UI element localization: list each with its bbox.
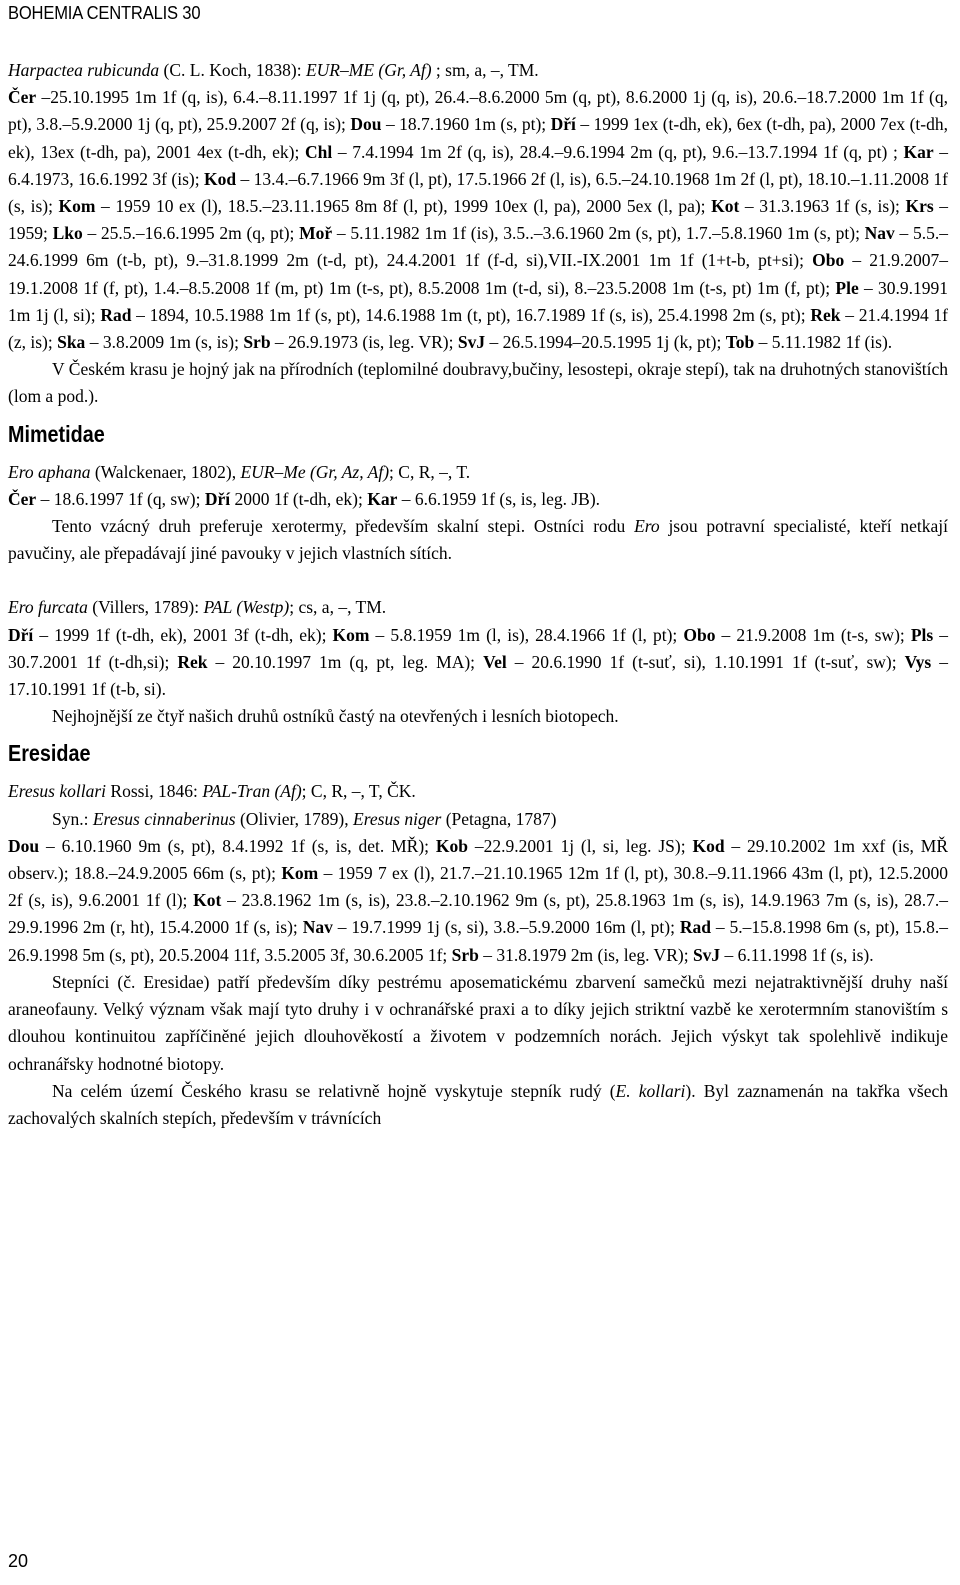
record-text: – 5.11.1982 1f (is). bbox=[754, 332, 893, 353]
note-text: jsou potravní specialisté, kteří netkají pavučiny, ale přepadávají jiné pavouky v jejich vlastních sítích. bbox=[8, 516, 949, 564]
species-name: Eresus kollari bbox=[8, 781, 107, 802]
synonyms-line bbox=[8, 806, 948, 833]
locality-code: Kom bbox=[332, 624, 370, 645]
locality-code: Pls bbox=[910, 624, 934, 645]
records-list bbox=[8, 84, 948, 356]
species-authority: (C. L. Koch, 1838): bbox=[163, 60, 306, 80]
record-text: – 26.5.1994–20.5.1995 1j (k, pt); bbox=[485, 332, 726, 353]
record-text: – 1999 1ex (t-dh, ek), 6ex (t-dh, pa), 2000 7ex (t-dh, ek), 13ex (t-dh, pa), 2001 4ex (t-dh, ek); bbox=[8, 114, 949, 162]
record-text: – 20.6.1990 1f (t-suť, si), 1.10.1991 1f (t-suť, sw); bbox=[506, 651, 905, 672]
record-text: – 6.11.1998 1f (s, is). bbox=[720, 944, 874, 965]
locality-code: Moř bbox=[299, 223, 333, 244]
note-text: Tento vzácný druh preferuje xerotermy, především skalní stepi. Ostníci rodu bbox=[52, 516, 635, 537]
record-text: – 25.5.–16.6.1995 2m (q, pt); bbox=[82, 223, 300, 244]
locality-code: Nav bbox=[302, 917, 333, 938]
locality-code: Srb bbox=[243, 332, 271, 353]
species-name: Harpactea rubicunda bbox=[8, 60, 160, 80]
family-heading-mimetidae: Mimetidae bbox=[8, 420, 105, 447]
locality-code: Rek bbox=[177, 651, 208, 672]
record-text: –25.10.1995 1m 1f (q, is), 6.4.–8.11.1997 1f 1j (q, pt), 26.4.–8.6.2000 5m (q, pt), 8.6.2000 1j (q, is), 20.6.–18.7.2000 1m 1f (q, pt), 3.8.–5.9.2000 1j (q, pt), 25.9.2007 2f (q, is); bbox=[8, 87, 948, 135]
records-list bbox=[8, 486, 948, 513]
record-text: – 26.9.1973 (is, leg. VR); bbox=[270, 332, 458, 353]
record-text: – 18.7.1960 1m (s, pt); bbox=[381, 114, 551, 135]
record-text: – 31.3.1963 1f (s, is); bbox=[739, 196, 906, 217]
record-text: – 3.8.2009 1m (s, is); bbox=[85, 332, 244, 353]
record-text: – 1959 7 ex (l), 21.7.–21.10.1965 12m 1f (l, pt), 30.8.–9.11.1966 43m (l, pt), 12.5.2000 2f (s, is), 9.6.2001 1f (l); bbox=[8, 863, 948, 911]
locality-code: Čer bbox=[8, 488, 37, 509]
locality-code: Rek bbox=[810, 304, 841, 325]
species-note: Stepníci (č. Eresidae) patří především díky pestrému aposematickému zbarvení samečků mezi nejatraktivnější druhy naší araneofauny. Velký význam však mají tyto druhy i v ochranářské praxi a to díky jejich striktní vazbě ke xerotermním stanovištím s dlouhou kontinuitou zapříčiněné jejich dlouhověkostí a životem v podzemních norách. Jejich výskyt tak spolehlivě indikuje ochranářsky hodnotné biotopy. bbox=[8, 971, 948, 1074]
locality-code: Kar bbox=[367, 488, 398, 509]
species-authority: (Villers, 1789): bbox=[87, 597, 204, 618]
species-name: Ero furcata bbox=[8, 597, 88, 618]
species-entry-ero-aphana bbox=[8, 459, 948, 486]
locality-code: Dří bbox=[8, 624, 34, 645]
locality-code: Rad bbox=[100, 304, 132, 325]
record-text: – 1959; bbox=[8, 196, 949, 244]
record-text: – 18.6.1997 1f (q, sw); bbox=[36, 488, 205, 509]
note-text: ). Byl zaznamenán na takřka všech zachovalých skalních stepích, především v trávnících bbox=[8, 1080, 948, 1128]
locality-code: Kom bbox=[281, 863, 319, 884]
locality-code: Srb bbox=[451, 944, 479, 965]
species-name: Ero aphana bbox=[8, 461, 91, 482]
note-genus: Ero bbox=[634, 516, 660, 537]
record-text: – 31.8.1979 2m (is, leg. VR); bbox=[478, 944, 693, 965]
record-text: – 6.4.1973, 16.6.1992 3f (is); bbox=[8, 141, 949, 189]
family-heading-eresidae: Eresidae bbox=[8, 740, 91, 767]
locality-code: Chl bbox=[304, 141, 333, 162]
species-codes: ; C, R, –, T. bbox=[389, 461, 471, 482]
species-distribution: PAL (Westp) bbox=[203, 597, 290, 618]
record-text: – 21.4.1994 1f (z, is); bbox=[8, 304, 949, 353]
locality-code: Kob bbox=[435, 835, 468, 856]
record-text: – 5.–15.8.1998 6m (s, pt), 15.8.–26.9.1998 5m (s, pt), 20.5.2004 11f, 3.5.2005 3f, 30.6.2005 1f; bbox=[8, 917, 948, 965]
locality-code: Nav bbox=[864, 223, 895, 244]
locality-code: Obo bbox=[683, 624, 716, 645]
record-text: – 13.4.–6.7.1966 9m 3f (l, pt), 17.5.1966 2f (l, is), 6.5.–24.10.1968 1m 2f (l, pt), 18.10.–1.11.2008 1f (s, is); bbox=[8, 168, 948, 217]
record-text: – 19.7.1999 1j (s, si), 3.8.–5.9.2000 16m (l, pt); bbox=[332, 917, 680, 938]
species-distribution: EUR–ME (Gr, Af) bbox=[305, 60, 432, 80]
locality-code: Krs bbox=[905, 196, 934, 217]
locality-code: Kot bbox=[711, 196, 740, 217]
record-text: – 6.6.1959 1f (s, is, leg. JB). bbox=[397, 488, 601, 509]
record-text: – 6.10.1960 9m (s, pt), 8.4.1992 1f (s, is, det. MŘ); bbox=[39, 835, 436, 856]
synonym-label: Syn.: bbox=[52, 808, 93, 829]
locality-code: Vys bbox=[904, 651, 932, 672]
species-note: Nejhojnější ze čtyř našich druhů ostníků častý na otevřených i lesních biotopech. bbox=[52, 706, 619, 727]
record-text: – 5.5.–24.6.1999 6m (t-b, pt), 9.–31.8.1999 2m (t-d, pt), 24.4.2001 1f (f-d, si),VII.-IX.2001 1m 1f (1+t-b, pt+si); bbox=[8, 223, 948, 271]
locality-code: Čer bbox=[8, 87, 37, 108]
species-note bbox=[8, 1078, 948, 1132]
record-text: – 5.11.1982 1m 1f (is), 3.5..–3.6.1960 2m (s, pt), 1.7.–5.8.1960 1m (s, pt); bbox=[332, 223, 865, 244]
record-text: – 23.8.1962 1m (s, is), 23.8.–2.10.1962 9m (s, pt), 25.8.1963 1m (s, is), 14.9.1963 7m (s, is), 28.7.–29.9.1996 2m (r, ht), 15.4.2000 1f (s, is); bbox=[8, 890, 948, 938]
record-text: 2000 1f (t-dh, ek); bbox=[230, 488, 368, 509]
record-text: – 5.8.1959 1m (l, is), 28.4.1966 1f (l, pt); bbox=[369, 624, 684, 645]
synonym-authority: (Olivier, 1789), bbox=[235, 808, 354, 829]
locality-code: Vel bbox=[483, 651, 507, 672]
record-text: – 30.9.1991 1m 1j (l, si); bbox=[8, 277, 948, 325]
locality-code: SvJ bbox=[692, 944, 721, 965]
species-entry-eresus-kollari bbox=[8, 778, 948, 805]
species-distribution: PAL-Tran (Af) bbox=[202, 781, 302, 802]
record-text: –22.9.2001 1j (l, si, leg. JS); bbox=[468, 835, 693, 856]
species-authority: Rossi, 1846: bbox=[106, 781, 203, 802]
locality-code: SvJ bbox=[457, 332, 486, 353]
locality-code: Kar bbox=[903, 141, 934, 162]
page-body bbox=[8, 57, 948, 1132]
species-codes: ; cs, a, –, TM. bbox=[289, 597, 387, 618]
locality-code: Rad bbox=[679, 917, 711, 938]
locality-code: Kot bbox=[193, 890, 222, 911]
note-abbr: E. kollari bbox=[615, 1080, 686, 1101]
species-entry-ero-furcata bbox=[8, 594, 948, 621]
records-list bbox=[8, 833, 948, 969]
species-authority: (Walckenaer, 1802), bbox=[90, 461, 241, 482]
locality-code: Kod bbox=[692, 835, 725, 856]
record-text: – 29.10.2002 1m xxf (is, MŘ observ.); 18.8.–24.9.2005 66m (s, pt); bbox=[8, 835, 948, 884]
locality-code: Lko bbox=[52, 223, 83, 244]
record-text: – 17.10.1991 1f (t-b, si). bbox=[8, 651, 948, 700]
record-text: – 30.7.2001 1f (t-dh,si); bbox=[8, 624, 949, 672]
record-text: – 7.4.1994 1m 2f (q, is), 28.4.–9.6.1994 2m (q, pt), 9.6.–13.7.1994 1f (q, pt) ; bbox=[332, 141, 904, 162]
page-number: 20 bbox=[8, 1551, 29, 1571]
records-list bbox=[8, 622, 948, 704]
species-note: V Českém krasu je hojný jak na přírodních (teplomilné doubravy,bučiny, lesostepi, okraje stepí), tak na druhotných stanovištích (lom a pod.). bbox=[8, 359, 948, 407]
synonym-name: Eresus cinnaberinus bbox=[92, 808, 236, 829]
record-text: – 1999 1f (t-dh, ek), 2001 3f (t-dh, ek); bbox=[33, 624, 333, 645]
species-entry-harpactea-rubicunda bbox=[8, 57, 948, 84]
synonym-name: Eresus niger bbox=[353, 808, 442, 829]
locality-code: Dou bbox=[8, 835, 40, 856]
locality-code: Ska bbox=[57, 332, 86, 353]
note-text: Na celém území Českého krasu se relativně hojně vyskytuje stepník rudý ( bbox=[52, 1080, 616, 1101]
locality-code: Dří bbox=[204, 488, 231, 509]
locality-code: Ple bbox=[835, 277, 859, 298]
record-text: – 21.9.2007–19.1.2008 1f (f, pt), 1.4.–8.5.2008 1f (m, pt) 1m (t-s, pt), 8.5.2008 1m (t-d, si), 8.–23.5.2008 1m (t-s, pt) 1m (f, pt); bbox=[8, 250, 948, 298]
locality-code: Tob bbox=[725, 332, 755, 353]
species-codes: ; sm, a, –, TM. bbox=[435, 60, 539, 80]
species-distribution: EUR–Me (Gr, Az, Af) bbox=[240, 461, 390, 482]
species-note bbox=[8, 513, 948, 567]
record-text: – 1894, 10.5.1988 1m 1f (s, pt), 14.6.1988 1m (t, pt), 16.7.1989 1f (s, is), 25.4.1998 2m (s, pt); bbox=[131, 304, 811, 325]
locality-code: Dří bbox=[550, 114, 576, 135]
synonym-authority: (Petagna, 1787) bbox=[441, 808, 557, 829]
locality-code: Kod bbox=[204, 168, 237, 189]
locality-code: Kom bbox=[58, 196, 96, 217]
record-text: – 21.9.2008 1m (t-s, sw); bbox=[715, 624, 911, 645]
record-text: – 20.10.1997 1m (q, pt, leg. MA); bbox=[207, 651, 484, 672]
locality-code: Obo bbox=[812, 250, 845, 271]
species-codes: ; C, R, –, T, ČK. bbox=[301, 781, 416, 802]
spacer bbox=[8, 567, 948, 594]
running-title: BOHEMIA CENTRALIS 30 bbox=[8, 3, 201, 23]
record-text: – 1959 10 ex (l), 18.5.–23.11.1965 8m 8f (l, pt), 1999 10ex (l, pa), 2000 5ex (l, pa); bbox=[95, 196, 712, 217]
locality-code: Dou bbox=[350, 114, 382, 135]
